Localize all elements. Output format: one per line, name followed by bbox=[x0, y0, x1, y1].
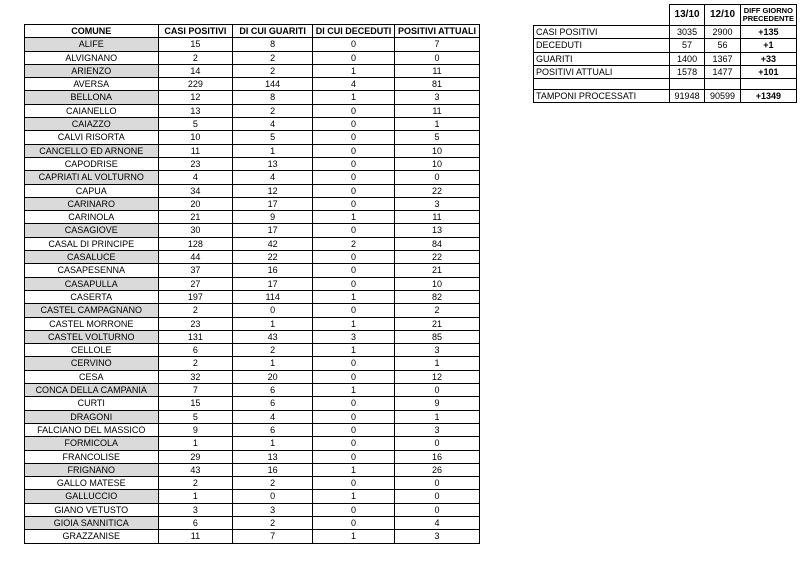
cell-casi-positivi: 11 bbox=[158, 530, 233, 543]
table-row bbox=[25, 51, 480, 64]
summary-prev: 56 bbox=[705, 39, 740, 52]
cell-positivi-attuali: 12 bbox=[395, 370, 480, 383]
summary-diff: +33 bbox=[740, 52, 796, 65]
table-row bbox=[25, 290, 480, 303]
cell-casi-positivi: 14 bbox=[158, 64, 233, 77]
table-row bbox=[25, 357, 480, 370]
cell-comune: BELLONA bbox=[25, 91, 159, 104]
cell-deceduti: 1 bbox=[313, 64, 395, 77]
cell-deceduti: 0 bbox=[313, 277, 395, 290]
table-row bbox=[25, 38, 480, 51]
cell-guariti: 3 bbox=[233, 503, 313, 516]
cell-comune: AVERSA bbox=[25, 78, 159, 91]
cell-comune: CASTEL CAMPAGNANO bbox=[25, 304, 159, 317]
cell-positivi-attuali: 4 bbox=[395, 516, 480, 529]
cell-positivi-attuali: 0 bbox=[395, 437, 480, 450]
cell-casi-positivi: 5 bbox=[158, 118, 233, 131]
cell-positivi-attuali: 22 bbox=[395, 184, 480, 197]
cell-positivi-attuali: 16 bbox=[395, 450, 480, 463]
summary-diff: +1349 bbox=[740, 90, 796, 103]
header-comune: COMUNE bbox=[25, 25, 159, 38]
table-row bbox=[25, 171, 480, 184]
summary-today: 57 bbox=[669, 39, 704, 52]
cell-casi-positivi: 2 bbox=[158, 51, 233, 64]
table-row bbox=[25, 157, 480, 170]
cell-casi-positivi: 10 bbox=[158, 131, 233, 144]
cell-deceduti: 0 bbox=[313, 437, 395, 450]
cell-deceduti: 1 bbox=[313, 463, 395, 476]
summary-row bbox=[534, 39, 797, 52]
table-row bbox=[25, 370, 480, 383]
cell-guariti: 1 bbox=[233, 437, 313, 450]
header-casi-positivi: CASI POSITIVI bbox=[158, 25, 233, 38]
cell-guariti: 4 bbox=[233, 171, 313, 184]
table-row bbox=[25, 463, 480, 476]
summary-row bbox=[534, 26, 797, 39]
table-row bbox=[25, 304, 480, 317]
cell-guariti: 2 bbox=[233, 344, 313, 357]
cell-guariti: 8 bbox=[233, 38, 313, 51]
cell-casi-positivi: 6 bbox=[158, 344, 233, 357]
summary-today: 1400 bbox=[669, 52, 704, 65]
cell-casi-positivi: 27 bbox=[158, 277, 233, 290]
cell-casi-positivi: 12 bbox=[158, 91, 233, 104]
cell-casi-positivi: 3 bbox=[158, 503, 233, 516]
cell-positivi-attuali: 13 bbox=[395, 224, 480, 237]
cell-positivi-attuali: 21 bbox=[395, 264, 480, 277]
cell-casi-positivi: 128 bbox=[158, 237, 233, 250]
summary-today: 1578 bbox=[669, 65, 704, 78]
summary-spacer-cell bbox=[740, 79, 796, 90]
cell-casi-positivi: 5 bbox=[158, 410, 233, 423]
table-row bbox=[25, 477, 480, 490]
summary-row bbox=[534, 52, 797, 65]
cell-casi-positivi: 21 bbox=[158, 211, 233, 224]
cell-comune: CASAL DI PRINCIPE bbox=[25, 237, 159, 250]
cell-comune: CAPRIATI AL VOLTURNO bbox=[25, 171, 159, 184]
cell-comune: FORMICOLA bbox=[25, 437, 159, 450]
summary-spacer-row bbox=[534, 79, 797, 90]
table-row bbox=[25, 410, 480, 423]
cell-guariti: 16 bbox=[233, 463, 313, 476]
cell-comune: GIANO VETUSTO bbox=[25, 503, 159, 516]
cell-casi-positivi: 4 bbox=[158, 171, 233, 184]
cell-positivi-attuali: 2 bbox=[395, 304, 480, 317]
summary-row-tamponi bbox=[534, 90, 797, 103]
cell-guariti: 6 bbox=[233, 423, 313, 436]
cell-casi-positivi: 6 bbox=[158, 516, 233, 529]
cell-casi-positivi: 11 bbox=[158, 144, 233, 157]
summary-row bbox=[534, 65, 797, 78]
cell-guariti: 42 bbox=[233, 237, 313, 250]
cell-deceduti: 2 bbox=[313, 237, 395, 250]
table-row bbox=[25, 450, 480, 463]
cell-comune: CASERTA bbox=[25, 290, 159, 303]
table-row bbox=[25, 118, 480, 131]
cell-positivi-attuali: 3 bbox=[395, 344, 480, 357]
cell-comune: CURTI bbox=[25, 397, 159, 410]
cell-guariti: 5 bbox=[233, 131, 313, 144]
municipality-cases-table bbox=[24, 24, 480, 544]
cell-positivi-attuali: 3 bbox=[395, 197, 480, 210]
cell-comune: ALVIGNANO bbox=[25, 51, 159, 64]
cell-positivi-attuali: 10 bbox=[395, 277, 480, 290]
table-row bbox=[25, 317, 480, 330]
cell-positivi-attuali: 85 bbox=[395, 330, 480, 343]
table-row bbox=[25, 64, 480, 77]
cell-comune: CAPUA bbox=[25, 184, 159, 197]
cell-comune: CASTEL VOLTURNO bbox=[25, 330, 159, 343]
cell-comune: ARIENZO bbox=[25, 64, 159, 77]
cell-comune: CASAPULLA bbox=[25, 277, 159, 290]
table-row bbox=[25, 184, 480, 197]
cell-positivi-attuali: 81 bbox=[395, 78, 480, 91]
cell-comune: GALLUCCIO bbox=[25, 490, 159, 503]
cell-guariti: 22 bbox=[233, 251, 313, 264]
cell-casi-positivi: 15 bbox=[158, 38, 233, 51]
cell-positivi-attuali: 0 bbox=[395, 51, 480, 64]
cell-deceduti: 0 bbox=[313, 184, 395, 197]
cell-deceduti: 1 bbox=[313, 211, 395, 224]
cell-positivi-attuali: 7 bbox=[395, 38, 480, 51]
summary-prev: 90599 bbox=[705, 90, 740, 103]
cell-guariti: 2 bbox=[233, 64, 313, 77]
summary-label: DECEDUTI bbox=[534, 39, 670, 52]
cell-deceduti: 1 bbox=[313, 317, 395, 330]
header-guariti: DI CUI GUARITI bbox=[233, 25, 313, 38]
cell-guariti: 17 bbox=[233, 277, 313, 290]
cell-guariti: 16 bbox=[233, 264, 313, 277]
cell-positivi-attuali: 0 bbox=[395, 171, 480, 184]
cell-deceduti: 0 bbox=[313, 477, 395, 490]
cell-positivi-attuali: 84 bbox=[395, 237, 480, 250]
summary-prev: 2900 bbox=[705, 26, 740, 39]
cell-deceduti: 0 bbox=[313, 410, 395, 423]
cell-comune: CERVINO bbox=[25, 357, 159, 370]
cell-guariti: 4 bbox=[233, 410, 313, 423]
cell-guariti: 17 bbox=[233, 197, 313, 210]
table-row bbox=[25, 144, 480, 157]
cell-deceduti: 1 bbox=[313, 384, 395, 397]
table-row bbox=[25, 211, 480, 224]
cell-comune: CARINARO bbox=[25, 197, 159, 210]
summary-today: 3035 bbox=[669, 26, 704, 39]
cell-deceduti: 0 bbox=[313, 118, 395, 131]
cell-deceduti: 0 bbox=[313, 304, 395, 317]
cell-casi-positivi: 23 bbox=[158, 317, 233, 330]
table-row bbox=[25, 437, 480, 450]
cell-guariti: 1 bbox=[233, 317, 313, 330]
cell-comune: GALLO MATESE bbox=[25, 477, 159, 490]
header-positivi-attuali: POSITIVI ATTUALI bbox=[395, 25, 480, 38]
cell-deceduti: 0 bbox=[313, 197, 395, 210]
cell-deceduti: 0 bbox=[313, 157, 395, 170]
cell-positivi-attuali: 11 bbox=[395, 104, 480, 117]
table-row bbox=[25, 490, 480, 503]
summary-table bbox=[533, 4, 797, 103]
cell-positivi-attuali: 26 bbox=[395, 463, 480, 476]
cell-comune: CAPODRISE bbox=[25, 157, 159, 170]
cell-casi-positivi: 2 bbox=[158, 304, 233, 317]
cell-comune: FRIGNANO bbox=[25, 463, 159, 476]
cell-deceduti: 1 bbox=[313, 290, 395, 303]
cell-casi-positivi: 37 bbox=[158, 264, 233, 277]
table-row bbox=[25, 397, 480, 410]
cell-guariti: 13 bbox=[233, 450, 313, 463]
cell-guariti: 9 bbox=[233, 211, 313, 224]
cell-positivi-attuali: 21 bbox=[395, 317, 480, 330]
table-row bbox=[25, 131, 480, 144]
cell-positivi-attuali: 22 bbox=[395, 251, 480, 264]
table-row bbox=[25, 516, 480, 529]
cell-casi-positivi: 29 bbox=[158, 450, 233, 463]
cell-positivi-attuali: 10 bbox=[395, 157, 480, 170]
cell-comune: CARINOLA bbox=[25, 211, 159, 224]
cell-guariti: 17 bbox=[233, 224, 313, 237]
cell-guariti: 6 bbox=[233, 384, 313, 397]
summary-header-prev: 12/10 bbox=[705, 5, 740, 26]
summary-diff: +135 bbox=[740, 26, 796, 39]
cell-deceduti: 0 bbox=[313, 357, 395, 370]
cell-guariti: 114 bbox=[233, 290, 313, 303]
cell-guariti: 43 bbox=[233, 330, 313, 343]
cell-comune: CAIANELLO bbox=[25, 104, 159, 117]
cell-guariti: 2 bbox=[233, 516, 313, 529]
summary-label: GUARITI bbox=[534, 52, 670, 65]
cell-guariti: 13 bbox=[233, 157, 313, 170]
cell-casi-positivi: 197 bbox=[158, 290, 233, 303]
cell-guariti: 12 bbox=[233, 184, 313, 197]
cell-deceduti: 0 bbox=[313, 224, 395, 237]
cell-positivi-attuali: 1 bbox=[395, 118, 480, 131]
cell-deceduti: 0 bbox=[313, 131, 395, 144]
summary-header-blank bbox=[534, 5, 670, 26]
cell-deceduti: 4 bbox=[313, 78, 395, 91]
table-row bbox=[25, 330, 480, 343]
summary-header-row bbox=[534, 5, 797, 26]
cell-comune: CASTEL MORRONE bbox=[25, 317, 159, 330]
cell-casi-positivi: 34 bbox=[158, 184, 233, 197]
summary-diff: +1 bbox=[740, 39, 796, 52]
cell-deceduti: 0 bbox=[313, 51, 395, 64]
header-deceduti: DI CUI DECEDUTI bbox=[313, 25, 395, 38]
summary-spacer-cell bbox=[705, 79, 740, 90]
table-row bbox=[25, 530, 480, 543]
table-row bbox=[25, 503, 480, 516]
summary-today: 91948 bbox=[669, 90, 704, 103]
cell-positivi-attuali: 11 bbox=[395, 64, 480, 77]
cell-positivi-attuali: 3 bbox=[395, 423, 480, 436]
summary-spacer-cell bbox=[534, 79, 670, 90]
cell-deceduti: 0 bbox=[313, 397, 395, 410]
cell-comune: CANCELLO ED ARNONE bbox=[25, 144, 159, 157]
cell-deceduti: 1 bbox=[313, 530, 395, 543]
table-row bbox=[25, 423, 480, 436]
cell-casi-positivi: 43 bbox=[158, 463, 233, 476]
cell-guariti: 1 bbox=[233, 357, 313, 370]
cell-deceduti: 1 bbox=[313, 91, 395, 104]
cell-deceduti: 0 bbox=[313, 516, 395, 529]
summary-body bbox=[534, 26, 797, 103]
summary-header-today: 13/10 bbox=[669, 5, 704, 26]
cell-casi-positivi: 13 bbox=[158, 104, 233, 117]
cell-deceduti: 1 bbox=[313, 490, 395, 503]
cell-comune: GIOIA SANNITICA bbox=[25, 516, 159, 529]
cell-guariti: 4 bbox=[233, 118, 313, 131]
summary-prev: 1477 bbox=[705, 65, 740, 78]
summary-header-diff: DIFF GIORNO PRECEDENTE bbox=[740, 5, 796, 26]
cell-positivi-attuali: 1 bbox=[395, 410, 480, 423]
cell-casi-positivi: 2 bbox=[158, 357, 233, 370]
cell-casi-positivi: 32 bbox=[158, 370, 233, 383]
cell-deceduti: 0 bbox=[313, 251, 395, 264]
cell-guariti: 20 bbox=[233, 370, 313, 383]
cell-positivi-attuali: 0 bbox=[395, 384, 480, 397]
cell-comune: CAIAZZO bbox=[25, 118, 159, 131]
cell-guariti: 8 bbox=[233, 91, 313, 104]
cell-comune: FALCIANO DEL MASSICO bbox=[25, 423, 159, 436]
cell-casi-positivi: 229 bbox=[158, 78, 233, 91]
table-row bbox=[25, 251, 480, 264]
summary-diff: +101 bbox=[740, 65, 796, 78]
table-row bbox=[25, 104, 480, 117]
cell-guariti: 7 bbox=[233, 530, 313, 543]
cell-comune: CESA bbox=[25, 370, 159, 383]
cell-deceduti: 0 bbox=[313, 144, 395, 157]
cell-deceduti: 0 bbox=[313, 104, 395, 117]
summary-label: TAMPONI PROCESSATI bbox=[534, 90, 670, 103]
cell-deceduti: 0 bbox=[313, 264, 395, 277]
cell-guariti: 0 bbox=[233, 490, 313, 503]
cell-guariti: 2 bbox=[233, 104, 313, 117]
table-row bbox=[25, 224, 480, 237]
cell-casi-positivi: 131 bbox=[158, 330, 233, 343]
table-row bbox=[25, 264, 480, 277]
cell-deceduti: 0 bbox=[313, 423, 395, 436]
summary-label: CASI POSITIVI bbox=[534, 26, 670, 39]
cell-guariti: 6 bbox=[233, 397, 313, 410]
cell-guariti: 0 bbox=[233, 304, 313, 317]
cell-positivi-attuali: 0 bbox=[395, 503, 480, 516]
cell-deceduti: 3 bbox=[313, 330, 395, 343]
cell-positivi-attuali: 5 bbox=[395, 131, 480, 144]
cell-positivi-attuali: 11 bbox=[395, 211, 480, 224]
cell-guariti: 2 bbox=[233, 51, 313, 64]
table-row bbox=[25, 384, 480, 397]
summary-spacer-cell bbox=[669, 79, 704, 90]
cell-comune: CELLOLE bbox=[25, 344, 159, 357]
cell-positivi-attuali: 9 bbox=[395, 397, 480, 410]
cell-deceduti: 0 bbox=[313, 450, 395, 463]
table-row bbox=[25, 78, 480, 91]
cell-comune: CASAPESENNA bbox=[25, 264, 159, 277]
cell-guariti: 2 bbox=[233, 477, 313, 490]
cell-positivi-attuali: 3 bbox=[395, 91, 480, 104]
cell-guariti: 144 bbox=[233, 78, 313, 91]
cell-guariti: 1 bbox=[233, 144, 313, 157]
table-row bbox=[25, 91, 480, 104]
cell-comune: CASALUCE bbox=[25, 251, 159, 264]
cell-positivi-attuali: 82 bbox=[395, 290, 480, 303]
cell-comune: GRAZZANISE bbox=[25, 530, 159, 543]
table-row bbox=[25, 277, 480, 290]
cell-casi-positivi: 44 bbox=[158, 251, 233, 264]
cell-deceduti: 0 bbox=[313, 503, 395, 516]
table-row bbox=[25, 237, 480, 250]
cell-casi-positivi: 9 bbox=[158, 423, 233, 436]
cell-comune: DRAGONI bbox=[25, 410, 159, 423]
cell-casi-positivi: 1 bbox=[158, 490, 233, 503]
cell-positivi-attuali: 3 bbox=[395, 530, 480, 543]
cell-comune: CASAGIOVE bbox=[25, 224, 159, 237]
cell-casi-positivi: 20 bbox=[158, 197, 233, 210]
cell-positivi-attuali: 10 bbox=[395, 144, 480, 157]
cell-comune: CALVI RISORTA bbox=[25, 131, 159, 144]
table-body bbox=[25, 38, 480, 543]
cell-deceduti: 0 bbox=[313, 38, 395, 51]
header-row bbox=[25, 25, 480, 38]
cell-positivi-attuali: 0 bbox=[395, 490, 480, 503]
cell-comune: CONCA DELLA CAMPANIA bbox=[25, 384, 159, 397]
summary-prev: 1367 bbox=[705, 52, 740, 65]
table-row bbox=[25, 344, 480, 357]
table-row bbox=[25, 197, 480, 210]
cell-comune: FRANCOLISE bbox=[25, 450, 159, 463]
cell-casi-positivi: 7 bbox=[158, 384, 233, 397]
cell-positivi-attuali: 0 bbox=[395, 477, 480, 490]
summary-label: POSITIVI ATTUALI bbox=[534, 65, 670, 78]
cell-casi-positivi: 1 bbox=[158, 437, 233, 450]
cell-deceduti: 1 bbox=[313, 344, 395, 357]
cell-comune: ALIFE bbox=[25, 38, 159, 51]
cell-positivi-attuali: 1 bbox=[395, 357, 480, 370]
cell-deceduti: 0 bbox=[313, 370, 395, 383]
cell-casi-positivi: 15 bbox=[158, 397, 233, 410]
cell-casi-positivi: 23 bbox=[158, 157, 233, 170]
cell-casi-positivi: 30 bbox=[158, 224, 233, 237]
cell-casi-positivi: 2 bbox=[158, 477, 233, 490]
cell-deceduti: 0 bbox=[313, 171, 395, 184]
